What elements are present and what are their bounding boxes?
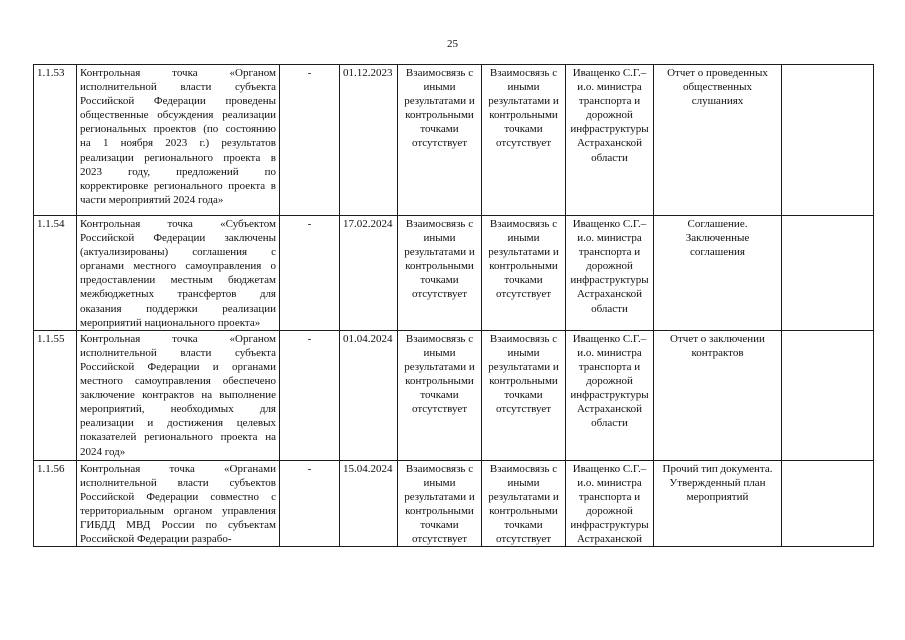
deadline-date: 15.04.2024 xyxy=(340,460,398,547)
relation-cell-2: Взаимосвязь с иными результатами и контрольными точками отсутствует xyxy=(482,216,566,331)
empty-cell xyxy=(782,330,874,460)
table-row xyxy=(34,460,874,547)
responsible-person: Иващенко С.Г.– и.о. министра транспорта и дорожной инфраструктуры Астраханской области xyxy=(566,65,654,216)
responsible-person: Иващенко С.Г.– и.о. министра транспорта и дорожной инфраструктуры Астраханской xyxy=(566,460,654,547)
relation-cell-1: Взаимосвязь с иными результатами и контрольными точками отсутствует xyxy=(398,460,482,547)
control-points-table xyxy=(33,64,874,547)
row-number: 1.1.54 xyxy=(34,216,77,331)
table-row xyxy=(34,216,874,331)
responsible-person: Иващенко С.Г.– и.о. министра транспорта и дорожной инфраструктуры Астраханской области xyxy=(566,216,654,331)
dash-cell: - xyxy=(280,330,340,460)
empty-cell xyxy=(782,216,874,331)
relation-cell-2: Взаимосвязь с иными результатами и контрольными точками отсутствует xyxy=(482,65,566,216)
dash-cell: - xyxy=(280,460,340,547)
deadline-date: 01.04.2024 xyxy=(340,330,398,460)
row-number: 1.1.53 xyxy=(34,65,77,216)
deadline-date: 17.02.2024 xyxy=(340,216,398,331)
dash-cell: - xyxy=(280,65,340,216)
relation-cell-1: Взаимосвязь с иными результатами и контрольными точками отсутствует xyxy=(398,330,482,460)
empty-cell xyxy=(782,65,874,216)
relation-cell-2: Взаимосвязь с иными результатами и контрольными точками отсутствует xyxy=(482,460,566,547)
row-number: 1.1.55 xyxy=(34,330,77,460)
document-type: Прочий тип документа. Утвержденный план мероприятий xyxy=(654,460,782,547)
relation-cell-1: Взаимосвязь с иными результатами и контрольными точками отсутствует xyxy=(398,65,482,216)
relation-cell-2: Взаимосвязь с иными результатами и контрольными точками отсутствует xyxy=(482,330,566,460)
empty-cell xyxy=(782,460,874,547)
control-point-name: Контрольная точка «Органом исполнительной власти субъекта Российской Федерации и органами местного самоуправления обеспечено заключение контрактов на выполнение мероприятий, необходимых для реализации и достижения целевых показателей регионального проекта на 2024 год» xyxy=(77,330,280,460)
deadline-date: 01.12.2023 xyxy=(340,65,398,216)
row-number: 1.1.56 xyxy=(34,460,77,547)
table-row xyxy=(34,65,874,216)
document-type: Отчет о заключении контрактов xyxy=(654,330,782,460)
page-number: 25 xyxy=(447,38,458,50)
table-row xyxy=(34,330,874,460)
document-type: Соглашение. Заключенные соглашения xyxy=(654,216,782,331)
control-point-name: Контрольная точка «Органами исполнительной власти субъектов Российской Федерации совместно с территориальным органом управления ГИБДД МВД России по субъектам Российской Федерации разрабо- xyxy=(77,460,280,547)
document-type: Отчет о проведенных общественных слушаниях xyxy=(654,65,782,216)
relation-cell-1: Взаимосвязь с иными результатами и контрольными точками отсутствует xyxy=(398,216,482,331)
control-point-name: Контрольная точка «Субъектом Российской Федерации заключены (актуализированы) соглашения с органами местного самоуправления о предоставлении местным бюджетам межбюджетных трансфертов для оказания поддержки реализации мероприятий национального проекта» xyxy=(77,216,280,331)
dash-cell: - xyxy=(280,216,340,331)
responsible-person: Иващенко С.Г.– и.о. министра транспорта и дорожной инфраструктуры Астраханской области xyxy=(566,330,654,460)
control-point-name: Контрольная точка «Органом исполнительной власти субъекта Российской Федерации проведены общественные обсуждения реализации региональных проектов (по состоянию на 1 ноября 2023 г.) результатов реализации регионального проекта в 2023 году, предложений по корректировке регионального проекта в части мероприятий 2024 года» xyxy=(77,65,280,216)
